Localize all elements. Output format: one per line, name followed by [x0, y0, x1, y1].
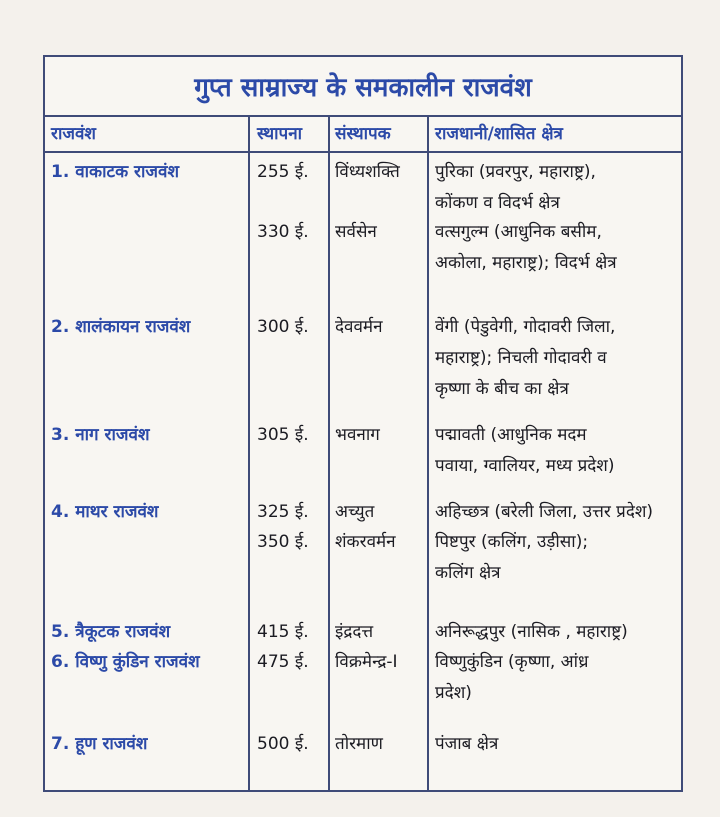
capital-line: पिष्टपुर (कलिंग, उड़ीसा); [435, 532, 589, 552]
dynasty-name: 3. नाग राजवंश [51, 425, 150, 445]
header-dynasty: राजवंश [51, 124, 96, 144]
capital-line: वेंगी (पेडुवेगी, गोदावरी जिला, [435, 317, 616, 337]
capital-line: अकोला, महाराष्ट्र); विदर्भ क्षेत्र [435, 253, 617, 273]
dynasty-table [43, 55, 683, 792]
column-divider [328, 117, 330, 790]
capital-line: कोंकण व विदर्भ क्षेत्र [435, 193, 560, 213]
table-title: गुप्त साम्राज्य के समकालीन राजवंश [45, 57, 681, 117]
header-founder: संस्थापक [335, 124, 391, 144]
dynasty-name: 6. विष्णु कुंडिन राजवंश [51, 652, 200, 672]
established-year: 350 ई. [257, 532, 309, 552]
capital-line: वत्सगुल्म (आधुनिक बसीम, [435, 222, 602, 242]
header-divider [45, 151, 681, 153]
established-year: 330 ई. [257, 222, 309, 242]
established-year: 300 ई. [257, 317, 309, 337]
founder-name: इंद्रदत्त [335, 622, 374, 642]
founder-name: तोरमाण [335, 734, 383, 754]
capital-line: अनिरूद्धपुर (नासिक , महाराष्ट्र) [435, 622, 628, 642]
founder-name: सर्वसेन [335, 222, 377, 242]
dynasty-name: 5. त्रैकूटक राजवंश [51, 622, 171, 642]
established-year: 415 ई. [257, 622, 309, 642]
capital-line: पद्मावती (आधुनिक मदम [435, 425, 587, 445]
column-divider [427, 117, 429, 790]
capital-line: महाराष्ट्र); निचली गोदावरी व [435, 348, 607, 368]
header-established: स्थापना [257, 124, 303, 144]
capital-line: विष्णुकुंडिन (कृष्णा, आंध्र [435, 652, 589, 672]
established-year: 475 ई. [257, 652, 309, 672]
established-year: 305 ई. [257, 425, 309, 445]
capital-line: प्रदेश) [435, 683, 472, 703]
dynasty-name: 4. माथर राजवंश [51, 502, 159, 522]
dynasty-name: 1. वाकाटक राजवंश [51, 162, 180, 182]
capital-line: अहिच्छत्र (बरेली जिला, उत्तर प्रदेश) [435, 502, 654, 522]
dynasty-name: 2. शालंकायन राजवंश [51, 317, 191, 337]
dynasty-name: 7. हूण राजवंश [51, 734, 148, 754]
founder-name: देववर्मन [335, 317, 383, 337]
established-year: 325 ई. [257, 502, 309, 522]
capital-line: पुरिका (प्रवरपुर, महाराष्ट्र), [435, 162, 596, 182]
capital-line: कृष्णा के बीच का क्षेत्र [435, 379, 569, 399]
founder-name: विंध्यशक्ति [335, 162, 400, 182]
capital-line: पंजाब क्षेत्र [435, 734, 499, 754]
established-year: 255 ई. [257, 162, 309, 182]
column-divider [248, 117, 250, 790]
capital-line: कलिंग क्षेत्र [435, 563, 501, 583]
founder-name: विक्रमेन्द्र-I [335, 652, 398, 672]
founder-name: भवनाग [335, 425, 380, 445]
capital-line: पवाया, ग्वालियर, मध्य प्रदेश) [435, 456, 615, 476]
header-capital: राजधानी/शासित क्षेत्र [435, 124, 563, 144]
founder-name: अच्युत [335, 502, 375, 522]
founder-name: शंकरवर्मन [335, 532, 396, 552]
established-year: 500 ई. [257, 734, 309, 754]
